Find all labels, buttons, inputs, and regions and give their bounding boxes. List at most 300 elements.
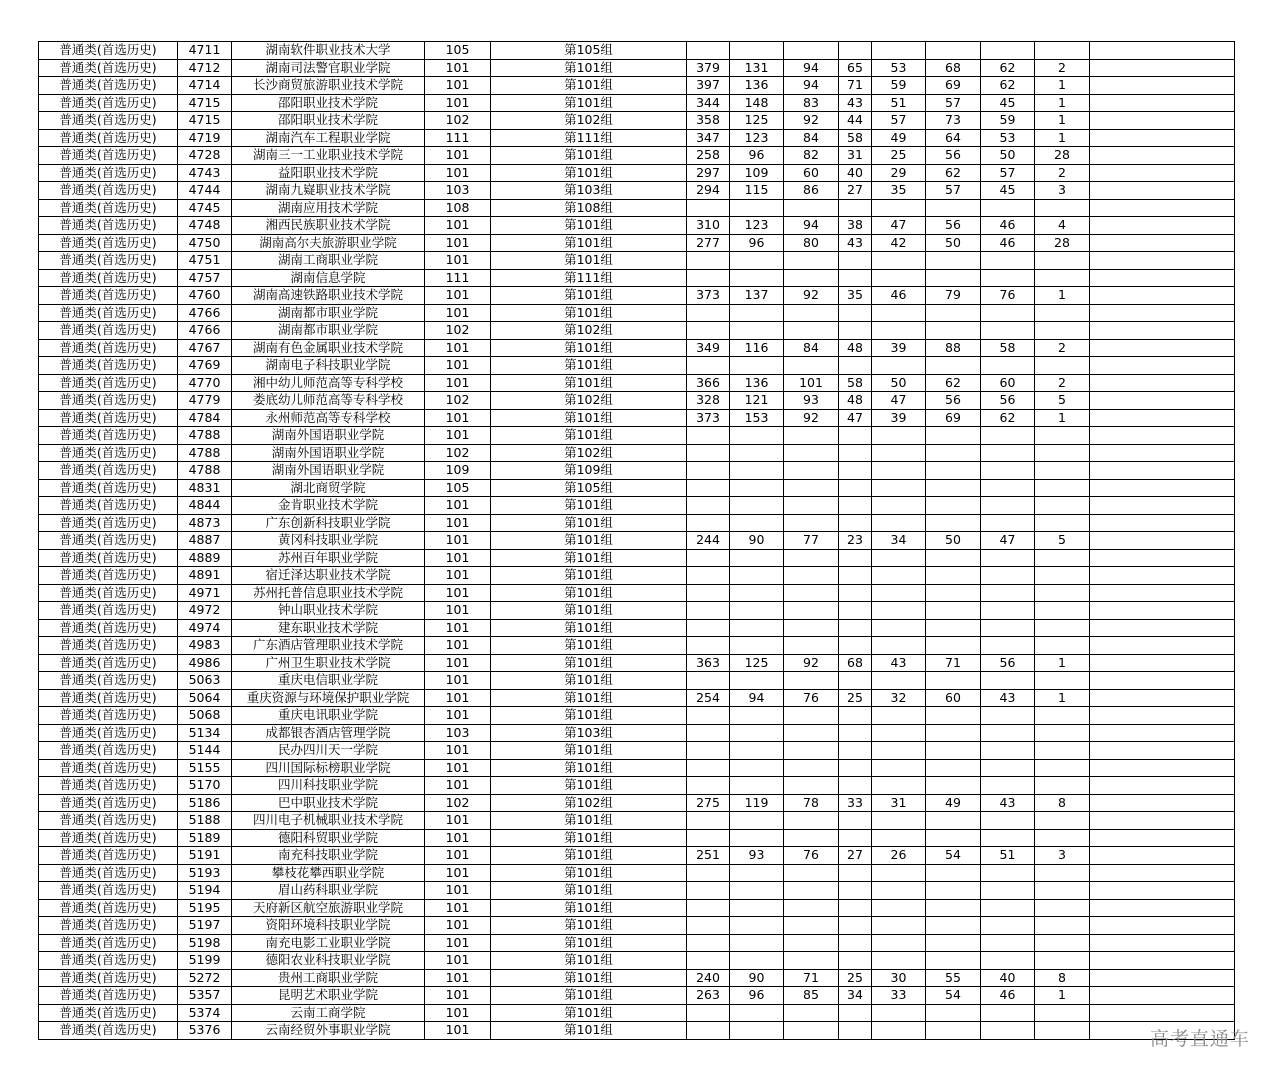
cell-school-code: 5195: [178, 899, 232, 917]
table-row: [39, 147, 1235, 165]
cell-count: 2: [1035, 374, 1090, 392]
admission-score-table: [38, 41, 1235, 1040]
cell-total-score: [687, 619, 730, 637]
cell-category: 普通类(首选历史): [39, 654, 178, 672]
cell-score-d: [872, 1022, 926, 1040]
cell-count: [1035, 672, 1090, 690]
cell-count: [1035, 549, 1090, 567]
cell-group-name: 第111组: [491, 269, 687, 287]
cell-note: [1090, 987, 1235, 1005]
cell-count: [1035, 322, 1090, 340]
cell-score-a: [730, 444, 784, 462]
cell-group-code: 101: [425, 934, 491, 952]
table-row: [39, 42, 1235, 60]
cell-total-score: [687, 882, 730, 900]
cell-group-name: 第101组: [491, 94, 687, 112]
cell-score-c: [839, 917, 872, 935]
table-row: [39, 182, 1235, 200]
cell-score-f: [981, 252, 1035, 270]
cell-score-f: 62: [981, 409, 1035, 427]
cell-note: [1090, 637, 1235, 655]
cell-group-name: 第101组: [491, 952, 687, 970]
cell-count: [1035, 917, 1090, 935]
cell-score-d: [872, 619, 926, 637]
cell-count: [1035, 899, 1090, 917]
cell-group-code: 102: [425, 392, 491, 410]
cell-note: [1090, 724, 1235, 742]
cell-score-f: [981, 899, 1035, 917]
cell-score-d: 59: [872, 77, 926, 95]
cell-note: [1090, 234, 1235, 252]
cell-category: 普通类(首选历史): [39, 287, 178, 305]
cell-total-score: [687, 549, 730, 567]
cell-category: 普通类(首选历史): [39, 759, 178, 777]
cell-note: [1090, 304, 1235, 322]
watermark-text: 高考直通车: [1149, 1028, 1250, 1050]
cell-school-code: 4887: [178, 532, 232, 550]
cell-count: [1035, 934, 1090, 952]
cell-score-f: 76: [981, 287, 1035, 305]
cell-category: 普通类(首选历史): [39, 42, 178, 60]
cell-score-d: 31: [872, 794, 926, 812]
cell-count: 1: [1035, 409, 1090, 427]
table-row: [39, 987, 1235, 1005]
cell-school-code: 4891: [178, 567, 232, 585]
cell-school-name: 湖南工商职业学院: [232, 252, 425, 270]
cell-category: 普通类(首选历史): [39, 707, 178, 725]
cell-school-code: 4986: [178, 654, 232, 672]
cell-group-name: 第101组: [491, 899, 687, 917]
cell-note: [1090, 199, 1235, 217]
cell-note: [1090, 357, 1235, 375]
cell-score-e: 64: [926, 129, 981, 147]
cell-score-c: [839, 549, 872, 567]
cell-school-code: 4743: [178, 164, 232, 182]
cell-score-c: 48: [839, 392, 872, 410]
cell-school-code: 4751: [178, 252, 232, 270]
cell-score-b: 84: [784, 129, 839, 147]
cell-category: 普通类(首选历史): [39, 899, 178, 917]
cell-school-code: 4757: [178, 269, 232, 287]
cell-score-a: 125: [730, 112, 784, 130]
cell-total-score: 310: [687, 217, 730, 235]
cell-score-c: [839, 672, 872, 690]
cell-score-d: 43: [872, 654, 926, 672]
cell-group-name: 第101组: [491, 1004, 687, 1022]
cell-count: 8: [1035, 794, 1090, 812]
cell-score-f: [981, 497, 1035, 515]
cell-total-score: [687, 759, 730, 777]
cell-count: 3: [1035, 847, 1090, 865]
cell-school-name: 湖南应用技术学院: [232, 199, 425, 217]
cell-score-e: [926, 917, 981, 935]
cell-total-score: [687, 829, 730, 847]
cell-school-name: 湖南外国语职业学院: [232, 444, 425, 462]
cell-count: [1035, 637, 1090, 655]
cell-total-score: [687, 427, 730, 445]
cell-note: [1090, 882, 1235, 900]
cell-score-c: 58: [839, 129, 872, 147]
cell-category: 普通类(首选历史): [39, 742, 178, 760]
cell-score-a: [730, 269, 784, 287]
cell-score-b: [784, 777, 839, 795]
cell-school-name: 邵阳职业技术学院: [232, 112, 425, 130]
cell-score-a: [730, 899, 784, 917]
cell-score-a: [730, 882, 784, 900]
cell-score-d: [872, 479, 926, 497]
cell-score-e: 49: [926, 794, 981, 812]
cell-score-c: [839, 707, 872, 725]
cell-score-d: 53: [872, 59, 926, 77]
cell-count: [1035, 497, 1090, 515]
cell-score-b: [784, 864, 839, 882]
table-row: [39, 59, 1235, 77]
cell-category: 普通类(首选历史): [39, 304, 178, 322]
cell-score-e: [926, 934, 981, 952]
cell-score-f: 40: [981, 969, 1035, 987]
cell-score-c: 35: [839, 287, 872, 305]
cell-count: [1035, 444, 1090, 462]
cell-score-d: [872, 252, 926, 270]
cell-score-b: [784, 269, 839, 287]
cell-group-name: 第101组: [491, 812, 687, 830]
cell-score-f: 43: [981, 689, 1035, 707]
cell-school-code: 4715: [178, 94, 232, 112]
cell-category: 普通类(首选历史): [39, 864, 178, 882]
cell-school-code: 5134: [178, 724, 232, 742]
cell-count: 1: [1035, 94, 1090, 112]
cell-total-score: 277: [687, 234, 730, 252]
cell-score-e: [926, 42, 981, 60]
cell-score-e: [926, 269, 981, 287]
cell-group-name: 第101组: [491, 164, 687, 182]
cell-school-name: 云南经贸外事职业学院: [232, 1022, 425, 1040]
cell-score-b: 93: [784, 392, 839, 410]
cell-score-c: [839, 742, 872, 760]
table-row: [39, 322, 1235, 340]
cell-score-f: [981, 882, 1035, 900]
cell-note: [1090, 917, 1235, 935]
cell-score-e: [926, 357, 981, 375]
table-row: [39, 1022, 1235, 1040]
cell-score-f: [981, 199, 1035, 217]
table-row: [39, 357, 1235, 375]
cell-school-name: 昆明艺术职业学院: [232, 987, 425, 1005]
cell-score-d: 30: [872, 969, 926, 987]
table-row: [39, 129, 1235, 147]
table-row: [39, 462, 1235, 480]
cell-group-name: 第101组: [491, 374, 687, 392]
cell-note: [1090, 59, 1235, 77]
cell-note: [1090, 339, 1235, 357]
cell-score-c: [839, 899, 872, 917]
cell-group-code: 109: [425, 462, 491, 480]
cell-score-e: 55: [926, 969, 981, 987]
cell-school-code: 4760: [178, 287, 232, 305]
cell-category: 普通类(首选历史): [39, 689, 178, 707]
cell-score-a: [730, 707, 784, 725]
cell-category: 普通类(首选历史): [39, 1022, 178, 1040]
cell-score-e: 88: [926, 339, 981, 357]
cell-total-score: [687, 812, 730, 830]
cell-count: [1035, 357, 1090, 375]
cell-score-d: 33: [872, 987, 926, 1005]
cell-group-name: 第103组: [491, 182, 687, 200]
cell-group-name: 第101组: [491, 77, 687, 95]
cell-score-b: [784, 549, 839, 567]
cell-total-score: 347: [687, 129, 730, 147]
table-row: [39, 164, 1235, 182]
cell-score-f: [981, 567, 1035, 585]
cell-score-e: [926, 1022, 981, 1040]
cell-school-code: 5063: [178, 672, 232, 690]
table-row: [39, 304, 1235, 322]
table-body: [39, 42, 1235, 1040]
cell-score-e: [926, 1004, 981, 1022]
table-row: [39, 759, 1235, 777]
cell-score-c: 33: [839, 794, 872, 812]
cell-category: 普通类(首选历史): [39, 777, 178, 795]
cell-score-e: [926, 444, 981, 462]
cell-note: [1090, 899, 1235, 917]
table-row: [39, 812, 1235, 830]
cell-count: [1035, 777, 1090, 795]
cell-group-name: 第101组: [491, 829, 687, 847]
cell-score-b: 85: [784, 987, 839, 1005]
cell-note: [1090, 567, 1235, 585]
cell-score-d: [872, 567, 926, 585]
cell-school-code: 5199: [178, 952, 232, 970]
cell-school-code: 4784: [178, 409, 232, 427]
cell-score-b: [784, 952, 839, 970]
cell-group-name: 第101组: [491, 497, 687, 515]
cell-school-name: 长沙商贸旅游职业技术学院: [232, 77, 425, 95]
table-row: [39, 427, 1235, 445]
cell-score-d: [872, 672, 926, 690]
cell-score-f: 56: [981, 654, 1035, 672]
cell-score-d: [872, 917, 926, 935]
cell-score-d: [872, 322, 926, 340]
cell-score-b: [784, 427, 839, 445]
cell-score-f: [981, 707, 1035, 725]
cell-score-d: [872, 759, 926, 777]
table-row: [39, 199, 1235, 217]
cell-score-a: 121: [730, 392, 784, 410]
cell-score-b: 86: [784, 182, 839, 200]
cell-score-c: 43: [839, 94, 872, 112]
cell-group-name: 第101组: [491, 777, 687, 795]
cell-score-f: [981, 269, 1035, 287]
cell-score-f: [981, 917, 1035, 935]
cell-score-f: 60: [981, 374, 1035, 392]
cell-score-e: [926, 672, 981, 690]
cell-total-score: 373: [687, 409, 730, 427]
cell-school-code: 4715: [178, 112, 232, 130]
cell-group-code: 101: [425, 899, 491, 917]
cell-total-score: 358: [687, 112, 730, 130]
cell-score-b: [784, 917, 839, 935]
cell-total-score: [687, 479, 730, 497]
cell-school-name: 湖南外国语职业学院: [232, 462, 425, 480]
cell-group-name: 第101组: [491, 847, 687, 865]
cell-category: 普通类(首选历史): [39, 882, 178, 900]
table-row: [39, 602, 1235, 620]
cell-total-score: [687, 444, 730, 462]
cell-total-score: 363: [687, 654, 730, 672]
cell-count: 28: [1035, 147, 1090, 165]
cell-score-b: 92: [784, 409, 839, 427]
cell-score-d: [872, 724, 926, 742]
cell-note: [1090, 287, 1235, 305]
cell-category: 普通类(首选历史): [39, 549, 178, 567]
cell-score-e: [926, 742, 981, 760]
cell-score-c: 47: [839, 409, 872, 427]
cell-score-e: [926, 637, 981, 655]
cell-total-score: [687, 514, 730, 532]
table-row: [39, 234, 1235, 252]
cell-score-e: [926, 252, 981, 270]
cell-group-code: 108: [425, 199, 491, 217]
cell-group-code: 101: [425, 304, 491, 322]
cell-score-a: [730, 427, 784, 445]
cell-category: 普通类(首选历史): [39, 584, 178, 602]
cell-score-e: 56: [926, 392, 981, 410]
cell-school-name: 湖南都市职业学院: [232, 304, 425, 322]
cell-score-e: 50: [926, 234, 981, 252]
cell-group-code: 101: [425, 637, 491, 655]
cell-score-b: [784, 584, 839, 602]
cell-score-a: [730, 812, 784, 830]
cell-score-f: 53: [981, 129, 1035, 147]
cell-school-code: 4767: [178, 339, 232, 357]
cell-group-code: 103: [425, 182, 491, 200]
table-row: [39, 532, 1235, 550]
cell-score-b: 60: [784, 164, 839, 182]
cell-score-d: 34: [872, 532, 926, 550]
cell-score-e: [926, 322, 981, 340]
cell-school-code: 4844: [178, 497, 232, 515]
cell-score-c: 27: [839, 847, 872, 865]
cell-score-f: [981, 584, 1035, 602]
cell-category: 普通类(首选历史): [39, 182, 178, 200]
table-row: [39, 549, 1235, 567]
cell-score-c: [839, 252, 872, 270]
cell-school-name: 湖南信息学院: [232, 269, 425, 287]
cell-score-b: [784, 899, 839, 917]
cell-score-f: [981, 934, 1035, 952]
cell-score-f: [981, 864, 1035, 882]
table-row: [39, 654, 1235, 672]
cell-score-f: [981, 952, 1035, 970]
cell-group-code: 101: [425, 94, 491, 112]
cell-total-score: [687, 497, 730, 515]
cell-score-c: 68: [839, 654, 872, 672]
cell-score-d: 57: [872, 112, 926, 130]
cell-school-name: 天府新区航空旅游职业学院: [232, 899, 425, 917]
cell-score-d: [872, 514, 926, 532]
cell-group-name: 第101组: [491, 409, 687, 427]
cell-score-a: [730, 934, 784, 952]
cell-group-code: 105: [425, 42, 491, 60]
cell-score-d: [872, 742, 926, 760]
cell-group-code: 101: [425, 917, 491, 935]
table-row: [39, 567, 1235, 585]
table-row: [39, 637, 1235, 655]
cell-score-a: 90: [730, 532, 784, 550]
cell-score-b: 94: [784, 217, 839, 235]
cell-score-e: 56: [926, 147, 981, 165]
cell-school-code: 5170: [178, 777, 232, 795]
cell-group-name: 第105组: [491, 479, 687, 497]
cell-score-c: 43: [839, 234, 872, 252]
cell-score-c: [839, 304, 872, 322]
cell-school-name: 攀枝花攀西职业学院: [232, 864, 425, 882]
table-row: [39, 899, 1235, 917]
cell-score-a: [730, 584, 784, 602]
cell-group-name: 第101组: [491, 567, 687, 585]
cell-category: 普通类(首选历史): [39, 409, 178, 427]
cell-score-d: [872, 462, 926, 480]
cell-group-name: 第101组: [491, 672, 687, 690]
cell-category: 普通类(首选历史): [39, 339, 178, 357]
cell-count: 1: [1035, 689, 1090, 707]
cell-score-f: [981, 602, 1035, 620]
cell-school-name: 湖南外国语职业学院: [232, 427, 425, 445]
cell-score-a: [730, 637, 784, 655]
cell-score-f: [981, 462, 1035, 480]
cell-score-c: [839, 812, 872, 830]
cell-count: [1035, 742, 1090, 760]
cell-score-c: [839, 1022, 872, 1040]
cell-total-score: 251: [687, 847, 730, 865]
cell-count: [1035, 952, 1090, 970]
cell-category: 普通类(首选历史): [39, 94, 178, 112]
cell-group-code: 101: [425, 777, 491, 795]
cell-note: [1090, 742, 1235, 760]
cell-group-code: 101: [425, 602, 491, 620]
cell-school-code: 4983: [178, 637, 232, 655]
table-row: [39, 707, 1235, 725]
cell-score-a: 125: [730, 654, 784, 672]
cell-school-name: 湖南电子科技职业学院: [232, 357, 425, 375]
table-row: [39, 287, 1235, 305]
cell-note: [1090, 479, 1235, 497]
cell-note: [1090, 129, 1235, 147]
cell-school-code: 4766: [178, 304, 232, 322]
cell-note: [1090, 864, 1235, 882]
cell-school-name: 南充电影工业职业学院: [232, 934, 425, 952]
cell-score-c: 27: [839, 182, 872, 200]
cell-school-code: 4748: [178, 217, 232, 235]
cell-school-name: 广东创新科技职业学院: [232, 514, 425, 532]
cell-score-d: 29: [872, 164, 926, 182]
table-row: [39, 794, 1235, 812]
cell-school-name: 湖南都市职业学院: [232, 322, 425, 340]
table-row: [39, 584, 1235, 602]
cell-score-b: [784, 322, 839, 340]
cell-school-name: 湖北商贸学院: [232, 479, 425, 497]
cell-school-code: 4745: [178, 199, 232, 217]
cell-category: 普通类(首选历史): [39, 934, 178, 952]
cell-group-name: 第101组: [491, 252, 687, 270]
cell-school-name: 永州师范高等专科学校: [232, 409, 425, 427]
cell-score-e: [926, 899, 981, 917]
cell-category: 普通类(首选历史): [39, 77, 178, 95]
cell-count: [1035, 462, 1090, 480]
cell-school-code: 5155: [178, 759, 232, 777]
cell-score-b: [784, 1004, 839, 1022]
cell-group-name: 第101组: [491, 549, 687, 567]
